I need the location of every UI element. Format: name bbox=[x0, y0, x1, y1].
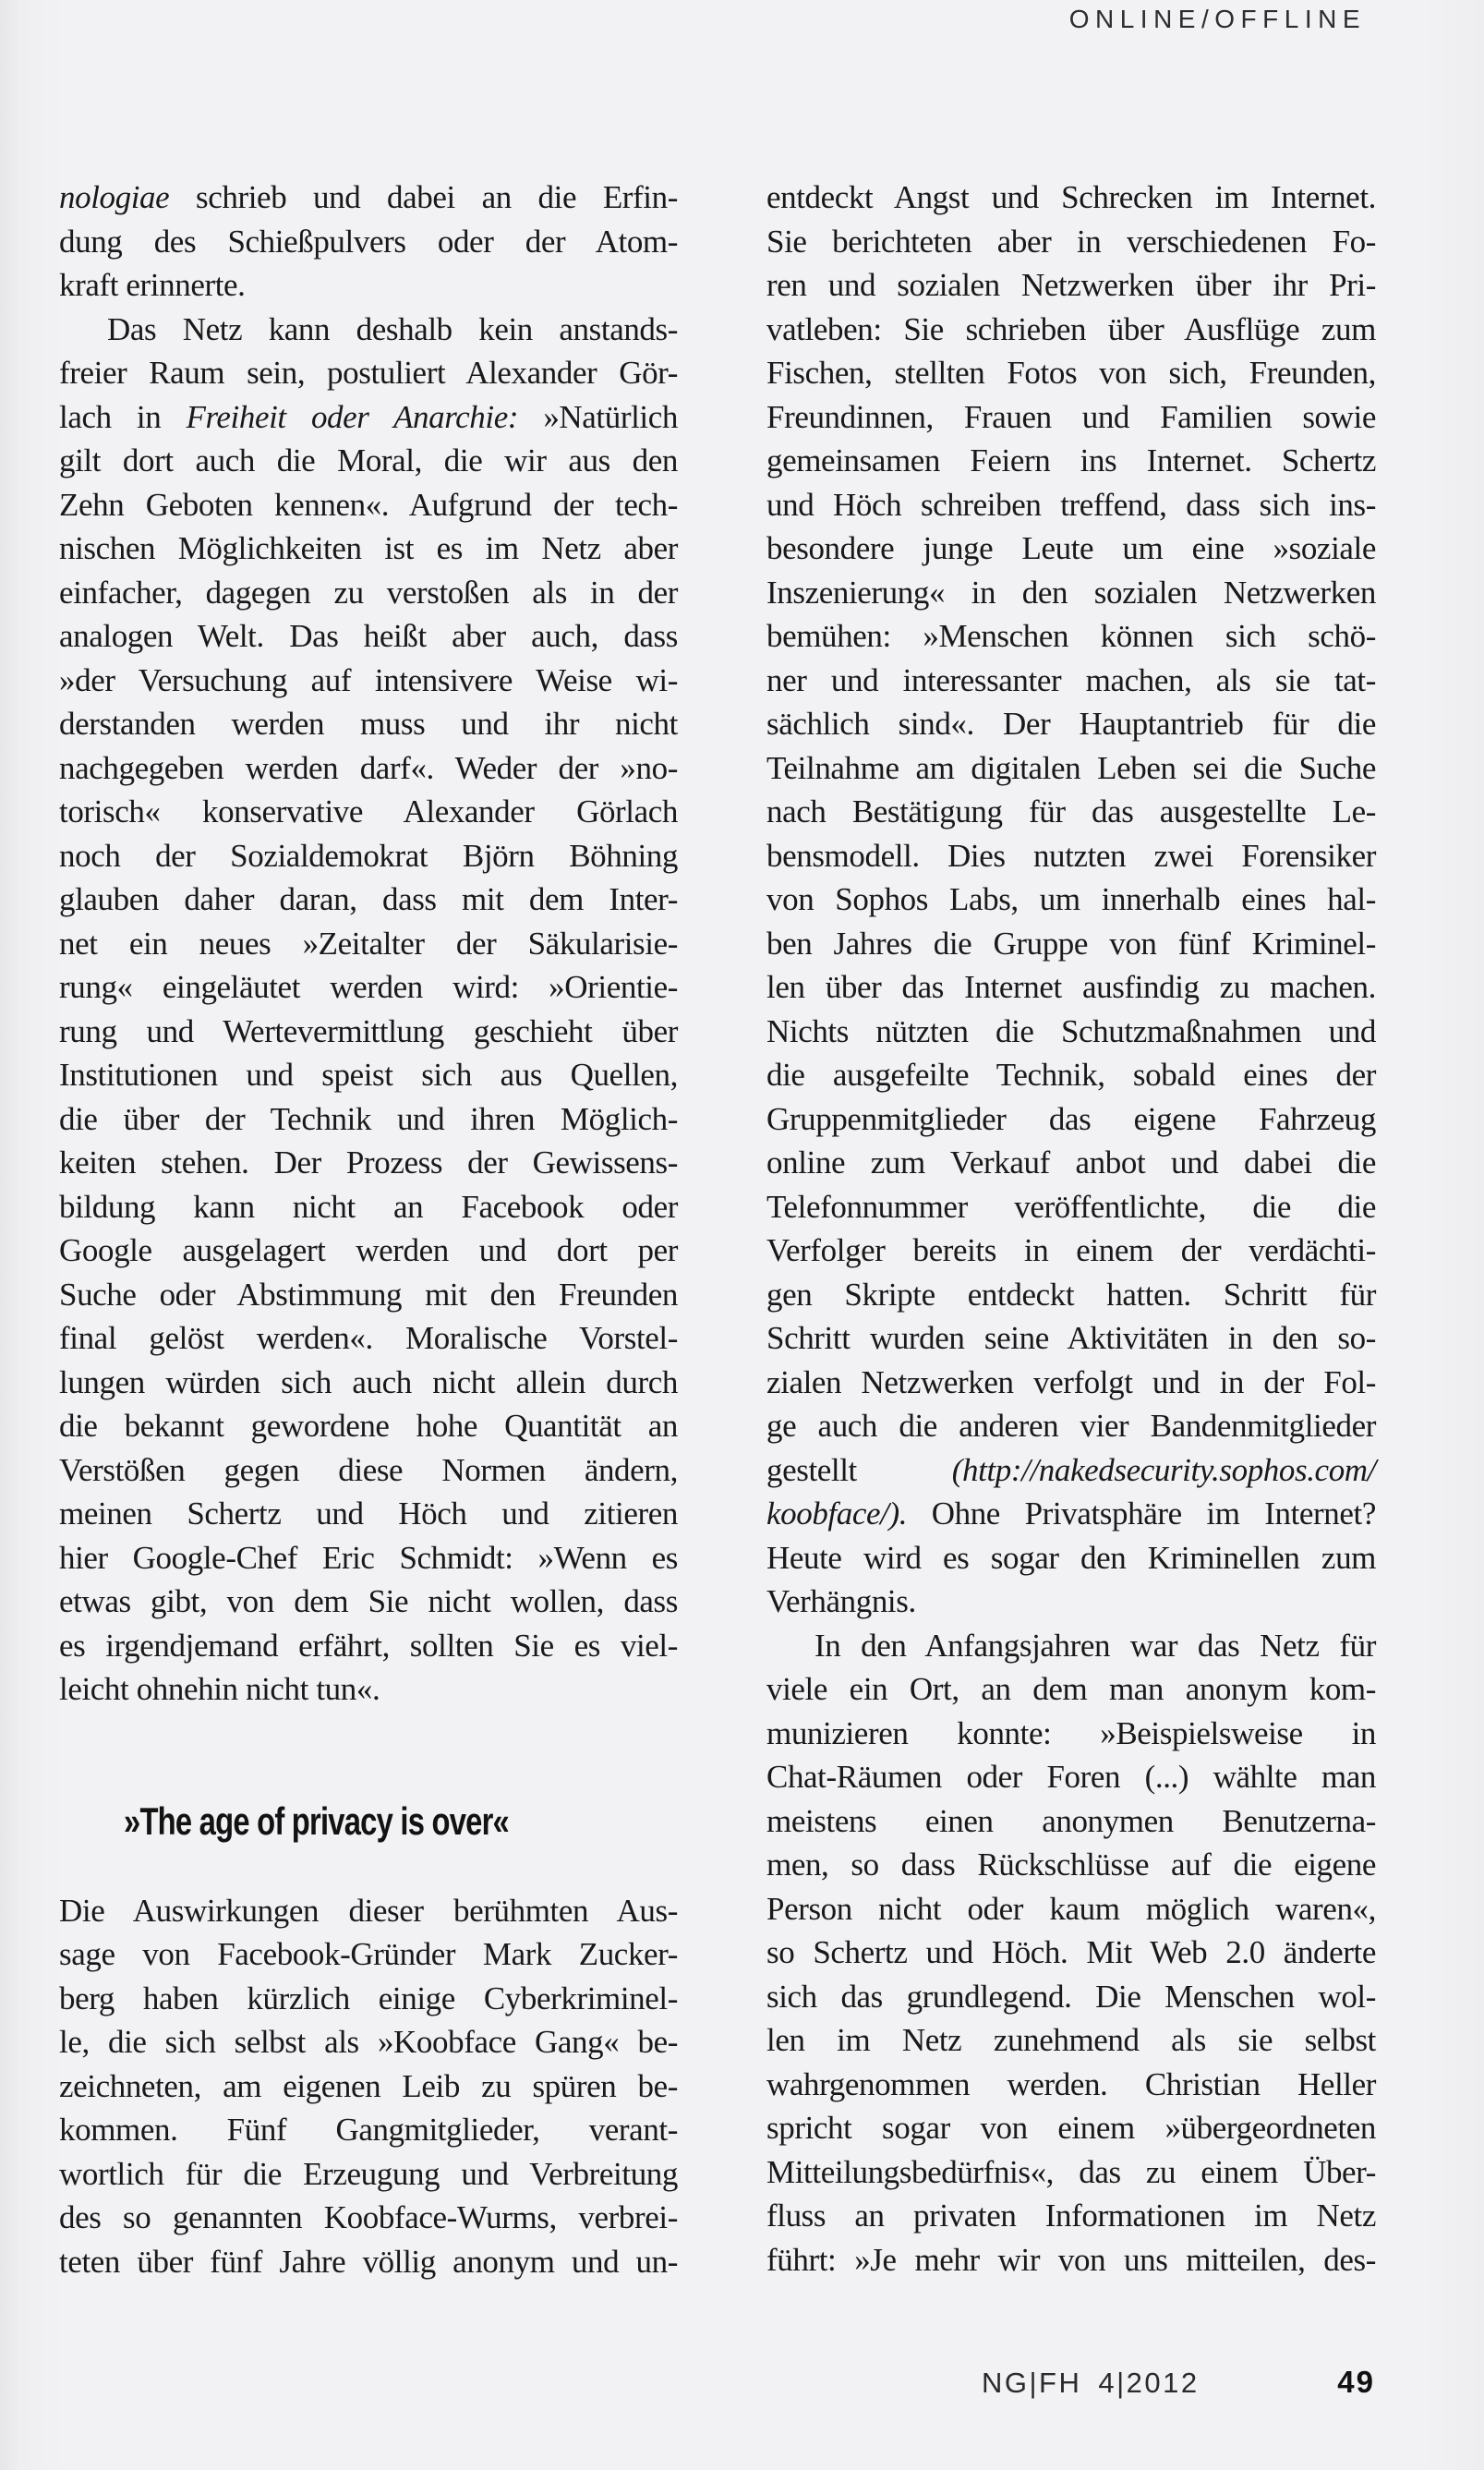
text-line: gen Skripte entdeckt hatten. Schritt für bbox=[766, 1276, 1376, 1313]
section-label: ONLINE/OFFLINE bbox=[1068, 5, 1366, 33]
text-line: Freundinnen, Frauen und Familien sowie bbox=[766, 398, 1376, 435]
text-line: gemeinsamen Feiern ins Internet. Schertz bbox=[766, 442, 1376, 478]
text-line: die ausgefeilte Technik, sobald eines der bbox=[766, 1057, 1376, 1093]
text-line: rung« eingeläutet werden wird: »Orientie- bbox=[59, 969, 678, 1005]
text-line: zeichneten, am eigenen Leib zu spüren be- bbox=[59, 2067, 678, 2104]
text-line: online zum Verkauf anbot und dabei die bbox=[766, 1144, 1376, 1181]
text-line: lungen würden sich auch nicht allein durch bbox=[59, 1363, 678, 1400]
issue-number: 4|2012 bbox=[1098, 2367, 1200, 2399]
left-column bbox=[59, 176, 678, 2283]
text-line: führt: »Je mehr wir von uns mitteilen, des- bbox=[766, 2241, 1376, 2278]
right-column-block-1 bbox=[766, 176, 1376, 2282]
text-line: Institutionen und speist sich aus Quellen, bbox=[59, 1057, 678, 1093]
text-line: Nichts nützten die Schutzmaßnahmen und bbox=[766, 1012, 1376, 1049]
text-line: len über das Internet ausfindig zu machen. bbox=[766, 969, 1376, 1005]
text-line: munizieren konnte: »Beispielsweise in bbox=[766, 1714, 1376, 1751]
text-line: nach Bestätigung für das ausgestellte Le- bbox=[766, 793, 1376, 829]
text-line: freier Raum sein, postuliert Alexander Gör- bbox=[59, 355, 678, 391]
text-line: Suche oder Abstimmung mit den Freunden bbox=[59, 1276, 678, 1313]
text-line: derstanden werden muss und ihr nicht bbox=[59, 706, 678, 742]
text-line: Chat-Räumen oder Foren (...) wählte man bbox=[766, 1759, 1376, 1795]
text-line: bemühen: »Menschen können sich schö- bbox=[766, 618, 1376, 654]
text-line: men, so dass Rückschlüsse auf die eigene bbox=[766, 1846, 1376, 1883]
text-line: kommen. Fünf Gangmitglieder, verant- bbox=[59, 2112, 678, 2148]
text-line: ner und interessanter machen, als sie tat- bbox=[766, 661, 1376, 698]
text-line: gestellt (http://nakedsecurity.sophos.com/ bbox=[766, 1451, 1376, 1488]
text-line: nologiae schrieb und dabei an die Erfin- bbox=[59, 179, 678, 215]
text-line: keiten stehen. Der Prozess der Gewissens- bbox=[59, 1144, 678, 1181]
text-line: meistens einen anonymen Benutzerna- bbox=[766, 1802, 1376, 1839]
text-line: und Höch schreiben treffend, dass sich ins- bbox=[766, 486, 1376, 523]
text-line: dung des Schießpulvers oder der Atom- bbox=[59, 223, 678, 260]
text-line: zialen Netzwerken verfolgt und in der Fol- bbox=[766, 1363, 1376, 1400]
text-line: Zehn Geboten kennen«. Aufgrund der tech- bbox=[59, 486, 678, 523]
text-line: Mitteilungsbedürfnis«, das zu einem Über- bbox=[766, 2153, 1376, 2190]
text-line: wahrgenommen werden. Christian Heller bbox=[766, 2065, 1376, 2102]
text-line: einfacher, dagegen zu verstoßen als in der bbox=[59, 574, 678, 611]
text-line: Inszenierung« in den sozialen Netzwerken bbox=[766, 574, 1376, 611]
text-line: teten über fünf Jahre völlig anonym und un- bbox=[59, 2243, 678, 2280]
text-line: net ein neues »Zeitalter der Säkularisie- bbox=[59, 925, 678, 962]
text-line: bensmodell. Dies nutzten zwei Forensiker bbox=[766, 837, 1376, 874]
text-line: Gruppenmitglieder das eigene Fahrzeug bbox=[766, 1100, 1376, 1137]
text-line: Das Netz kann deshalb kein anstands- bbox=[107, 310, 678, 347]
text-line: Verstößen gegen diese Normen ändern, bbox=[59, 1451, 678, 1488]
page-number: 49 bbox=[1337, 2365, 1375, 2399]
text-line: Verfolger bereits in einem der verdächti- bbox=[766, 1232, 1376, 1268]
text-line: fluss an privaten Informationen im Netz bbox=[766, 2198, 1376, 2234]
text-line: sich das grundlegend. Die Menschen wol- bbox=[766, 1978, 1376, 2015]
text-line: Sie berichteten aber in verschiedenen Fo- bbox=[766, 223, 1376, 260]
text-line: nachgegeben werden darf«. Weder der »no- bbox=[59, 749, 678, 786]
text-line: von Sophos Labs, um innerhalb eines hal- bbox=[766, 881, 1376, 917]
text-line: Die Auswirkungen dieser berühmten Aus- bbox=[59, 1892, 678, 1929]
text-line: koobface/). Ohne Privatsphäre im Internet? bbox=[766, 1495, 1376, 1532]
text-line: torisch« konservative Alexander Görlach bbox=[59, 793, 678, 829]
text-line: besondere junge Leute um eine »soziale bbox=[766, 530, 1376, 566]
text-line: final gelöst werden«. Moralische Vorstel- bbox=[59, 1320, 678, 1356]
text-line: len im Netz zunehmend als sie selbst bbox=[766, 2022, 1376, 2058]
text-line: spricht sogar von einem »übergeordneten bbox=[766, 2110, 1376, 2146]
text-line: ben Jahres die Gruppe von fünf Kriminel- bbox=[766, 925, 1376, 962]
text-line: glauben daher daran, dass mit dem Inter- bbox=[59, 881, 678, 917]
text-line: gilt dort auch die Moral, die wir aus den bbox=[59, 442, 678, 478]
text-line: kraft erinnerte. bbox=[59, 267, 246, 303]
text-line: es irgendjemand erfährt, sollten Sie es viel- bbox=[59, 1627, 678, 1664]
text-line: Telefonnummer veröffentlichte, die die bbox=[766, 1188, 1376, 1225]
text-line: so Schertz und Höch. Mit Web 2.0 änderte bbox=[766, 1934, 1376, 1970]
text-line: Person nicht oder kaum möglich waren«, bbox=[766, 1890, 1376, 1927]
text-line: Schritt wurden seine Aktivitäten in den so- bbox=[766, 1320, 1376, 1356]
text-line: leicht ohnehin nicht tun«. bbox=[59, 1671, 380, 1707]
text-line: Google ausgelagert werden und dort per bbox=[59, 1232, 678, 1268]
text-line: Teilnahme am digitalen Leben sei die Suche bbox=[766, 749, 1376, 786]
text-line: des so genannten Koobface-Wurms, verbrei- bbox=[59, 2199, 678, 2235]
text-line: ge auch die anderen vier Bandenmitglieder bbox=[766, 1408, 1376, 1444]
journal-name: NG|FH bbox=[982, 2367, 1082, 2399]
text-line: le, die sich selbst als »Koobface Gang« be- bbox=[59, 2024, 678, 2060]
left-column-block-2 bbox=[59, 1889, 678, 2284]
text-line: Heute wird es sogar den Kriminellen zum bbox=[766, 1539, 1376, 1576]
text-line: noch der Sozialdemokrat Björn Böhning bbox=[59, 837, 678, 874]
text-line: rung und Wertevermittlung geschieht über bbox=[59, 1012, 678, 1049]
text-line: analogen Welt. Das heißt aber auch, dass bbox=[59, 618, 678, 654]
text-line: hier Google-Chef Eric Schmidt: »Wenn es bbox=[59, 1539, 678, 1576]
text-line: meinen Schertz und Höch und zitieren bbox=[59, 1495, 678, 1532]
text-line: viele ein Ort, an dem man anonym kom- bbox=[766, 1671, 1376, 1707]
text-line: vatleben: Sie schrieben über Ausflüge zum bbox=[766, 310, 1376, 347]
text-line: bildung kann nicht an Facebook oder bbox=[59, 1188, 678, 1225]
text-line: entdeckt Angst und Schrecken im Internet. bbox=[766, 179, 1376, 215]
text-line: ren und sozialen Netzwerken über ihr Pri- bbox=[766, 267, 1376, 303]
text-line: die bekannt gewordene hohe Quantität an bbox=[59, 1408, 678, 1444]
text-line: etwas gibt, von dem Sie nicht wollen, dass bbox=[59, 1583, 678, 1619]
text-line: wortlich für die Erzeugung und Verbreitung bbox=[59, 2155, 678, 2192]
text-line: Fischen, stellten Fotos von sich, Freunden, bbox=[766, 355, 1376, 391]
text-line: »der Versuchung auf intensivere Weise wi- bbox=[59, 661, 678, 698]
text-line: Verhängnis. bbox=[766, 1583, 916, 1619]
text-line: In den Anfangsjahren war das Netz für bbox=[814, 1627, 1376, 1664]
text-line: die über der Technik und ihren Möglich- bbox=[59, 1100, 678, 1137]
subheading: »The age of privacy is over« bbox=[124, 1798, 509, 1843]
left-column-block-1 bbox=[59, 176, 678, 1712]
text-line: sage von Facebook-Gründer Mark Zucker- bbox=[59, 1936, 678, 1972]
text-line: nischen Möglichkeiten ist es im Netz aber bbox=[59, 530, 678, 566]
text-line: berg haben kürzlich einige Cyberkriminel- bbox=[59, 1980, 678, 2016]
text-line: sächlich sind«. Der Hauptantrieb für die bbox=[766, 706, 1376, 742]
journal-issue-label bbox=[982, 2367, 1200, 2400]
right-column bbox=[766, 176, 1376, 2282]
text-line: lach in Freiheit oder Anarchie: »Natürlich bbox=[59, 398, 678, 435]
